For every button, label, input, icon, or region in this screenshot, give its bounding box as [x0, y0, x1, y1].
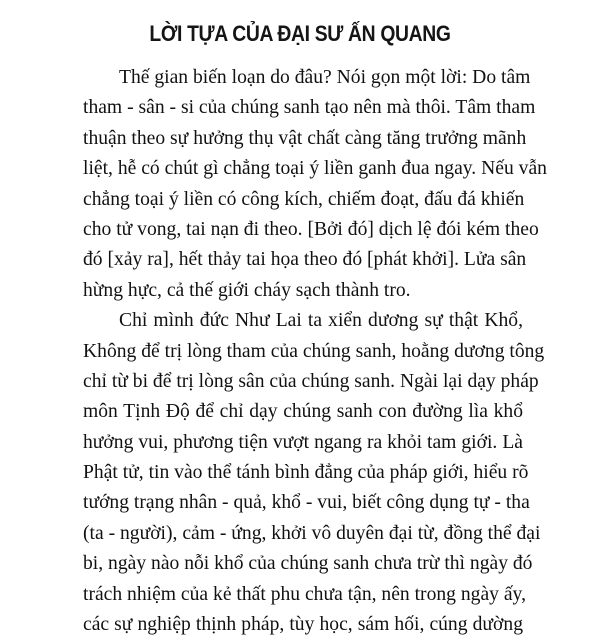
text-line: chỉ từ bi để trị lòng sân của chúng sanh. Ngài lại dạy pháp	[83, 370, 539, 392]
text-line: Thế gian biến loạn do đâu? Nói gọn một lời: Do tâm	[119, 67, 531, 88]
text-line: tham - sân - si của chúng sanh tạo nên mà thôi. Tâm tham	[83, 97, 536, 119]
text-line: trách nhiệm của kẻ thất phu chưa tận, nên trong ngày ấy,	[83, 583, 526, 605]
paragraph-2	[83, 306, 545, 640]
text-line: Chỉ mình đức Như Lai ta xiển dương sự thật Khổ,	[119, 310, 523, 332]
text-line: Phật tử, tin vào thể tánh bình đẳng của pháp giới, hiểu rõ	[83, 462, 529, 484]
text-line: (ta - người), cảm - ứng, khởi vô duyên đại từ, đồng thể đại	[83, 522, 541, 544]
chapter-title: LỜI TỰA CỦA ĐẠI SƯ ẤN QUANG	[149, 21, 451, 46]
text-line: hưởng vui, phương tiện vượt ngang ra khỏi tam giới. Là	[83, 431, 523, 453]
text-line: bi, ngày nào nỗi khổ của chúng sanh chưa trừ thì ngày đó	[83, 553, 533, 575]
text-line: hừng hực, cả thế giới cháy sạch thành tro.	[83, 279, 411, 301]
text-line: tướng trạng nhân - quả, khổ - vui, biết công dụng tự - tha	[83, 492, 530, 514]
text-line: các sự nghiệp thịnh pháp, tùy học, sám hối, cúng dường	[83, 614, 523, 636]
text-line: cho tử vong, tai nạn đi theo. [Bởi đó] dịch lệ đói kém theo	[83, 218, 539, 240]
text-line: liệt, hễ có chút gì chẳng toại ý liền ganh đua ngay. Nếu vẫn	[83, 158, 547, 180]
text-line: đó [xảy ra], hết thảy tai họa theo đó [phát khởi]. Lửa sân	[83, 249, 527, 271]
text-line: chẳng toại ý liền có công kích, chiếm đoạt, đấu đá khiến	[83, 188, 525, 210]
text-line: Không để trị lòng tham của chúng sanh, hoằng dương tông	[83, 340, 545, 362]
text-line: môn Tịnh Độ để chỉ dạy chúng sanh con đường lìa khổ	[83, 401, 523, 423]
body-text	[83, 63, 547, 640]
paragraph-1	[83, 63, 547, 306]
text-line: thuận theo sự hưởng thụ vật chất càng tăng trưởng mãnh	[83, 127, 527, 149]
